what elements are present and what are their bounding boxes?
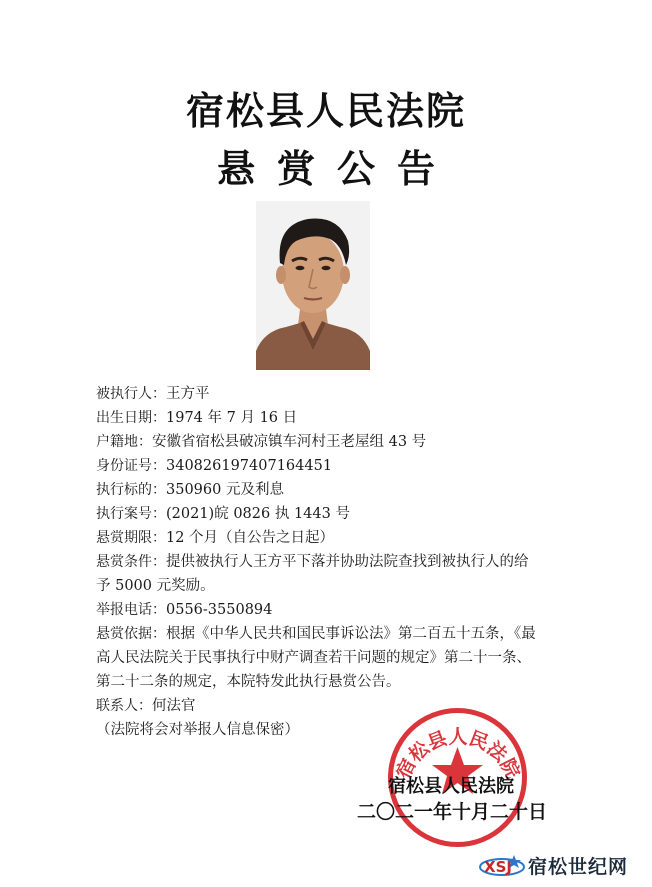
residence-label: 户籍地： (96, 434, 152, 450)
site-watermark (478, 849, 646, 881)
reward-terms-label: 悬赏条件： (96, 554, 166, 570)
reward-terms-continued (96, 574, 596, 598)
amount-row (96, 478, 596, 502)
amount-value: 350960 元及利息 (166, 482, 284, 498)
legal-basis-line2: 高人民法院关于民事执行中财产调查若干问题的规定》第二十一条、 (96, 650, 531, 666)
svg-text:宿松县人民法院: 宿松县人民法院 (392, 726, 524, 783)
reward-period-row (96, 526, 596, 550)
id-number-label: 身份证号： (96, 458, 166, 474)
id-number-row (96, 454, 596, 478)
signature-court: 宿松县人民法院 (388, 776, 514, 797)
case-number-label: 执行案号： (96, 506, 166, 522)
case-number-value: (2021)皖 0826 执 1443 号 (166, 506, 350, 522)
svg-text:XSJ: XSJ (484, 858, 512, 876)
legal-basis-row (96, 622, 596, 646)
reward-period-value: 12 个月（自公告之日起） (166, 530, 335, 546)
debtor-value: 王方平 (166, 386, 210, 402)
legal-basis-line3: 第二十二条的规定，本院特发此执行悬赏公告。 (96, 674, 401, 690)
amount-label: 执行标的： (96, 482, 166, 498)
birth-date-label: 出生日期： (96, 410, 166, 426)
legal-basis-continued-1 (96, 646, 596, 670)
site-name: 宿松世纪网 (528, 856, 629, 878)
reward-terms-line1: 提供被执行人王方平下落并协助法院查找到被执行人的给 (166, 554, 529, 570)
site-logo-icon (478, 849, 526, 881)
phone-row (96, 598, 596, 622)
birth-date-row (96, 406, 596, 430)
notice-title: 悬赏公告 (216, 147, 457, 191)
residence-value: 安徽省宿松县破凉镇车河村王老屋组 43 号 (152, 434, 427, 450)
debtor-row (96, 382, 596, 406)
reward-terms-line2: 予 5000 元奖励。 (96, 578, 215, 594)
legal-basis-label: 悬赏依据： (96, 626, 166, 642)
signature-date: 二〇二一年十月二十日 (357, 801, 548, 823)
residence-row (96, 430, 596, 454)
reward-terms-row (96, 550, 596, 574)
reward-period-label: 悬赏期限： (96, 530, 166, 546)
legal-basis-line1: 根据《中华人民共和国民事诉讼法》第二百五十五条，《最 (166, 626, 536, 642)
legal-basis-continued-2 (96, 670, 596, 694)
debtor-label: 被执行人： (96, 386, 166, 402)
id-number-value: 340826197407164451 (166, 458, 333, 474)
case-number-row (96, 502, 596, 526)
debtor-photo (256, 201, 370, 370)
phone-label: 举报电话： (96, 602, 166, 618)
court-name-heading: 宿松县人民法院 (185, 89, 466, 133)
notice-details (96, 382, 596, 742)
contact-label: 联系人： (96, 698, 152, 714)
confidential-note: （法院将会对举报人信息保密） (96, 722, 299, 738)
phone-value: 0556-3550894 (166, 602, 273, 618)
birth-date-value: 1974 年 7 月 16 日 (166, 410, 298, 426)
contact-value: 何法官 (152, 698, 196, 714)
